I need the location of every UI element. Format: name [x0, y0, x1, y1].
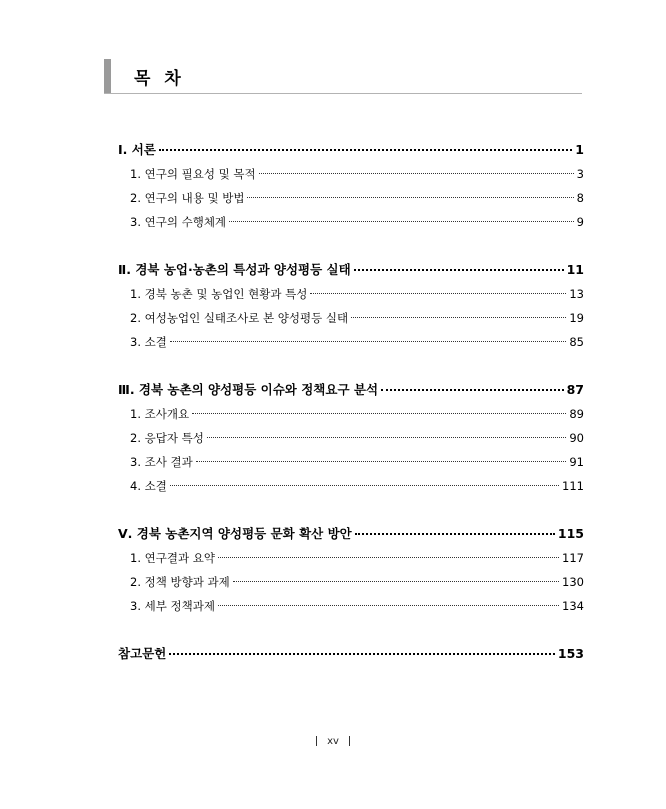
chapter-page-number: 1: [575, 142, 584, 157]
subsection-title: 1. 연구의 필요성 및 목적: [130, 167, 256, 181]
toc-subsection-entry[interactable]: [118, 546, 584, 570]
subsection-title: 4. 소결: [130, 479, 167, 493]
toc-title-block: [104, 59, 582, 94]
toc-chapter-entry[interactable]: [118, 138, 584, 162]
dot-leader: [233, 581, 559, 582]
subsection-title: 3. 연구의 수행체계: [130, 215, 227, 229]
subsection-title: 1. 조사개요: [130, 407, 190, 421]
dot-leader: [170, 485, 559, 486]
subsection-page-number: 9: [576, 215, 584, 229]
dot-leader: [354, 269, 564, 271]
dot-leader: [355, 533, 555, 535]
dot-leader: [218, 605, 559, 606]
dot-leader: [169, 653, 555, 655]
subsection-page-number: 130: [562, 575, 584, 589]
toc-subsection-entry[interactable]: [118, 426, 584, 450]
toc-subsection-entry[interactable]: [118, 474, 584, 498]
dot-leader: [259, 173, 574, 174]
dot-leader: [247, 197, 573, 198]
footer-divider-right: [349, 736, 350, 746]
toc-subsection-entry[interactable]: [118, 282, 584, 306]
dot-leader: [207, 437, 567, 438]
subsection-page-number: 3: [576, 167, 584, 181]
dot-leader: [170, 341, 567, 342]
chapter-page-number: 87: [566, 382, 584, 397]
chapter-title: Ⅰ. 서론: [118, 142, 156, 157]
subsection-title: 1. 경북 농촌 및 농업인 현황과 특성: [130, 287, 308, 301]
subsection-page-number: 134: [562, 599, 584, 613]
toc-subsection-entry[interactable]: [118, 594, 584, 618]
subsection-page-number: 90: [569, 431, 584, 445]
toc-section: [118, 522, 584, 618]
table-of-contents: [118, 138, 584, 690]
subsection-title: 2. 정책 방향과 과제: [130, 575, 230, 589]
subsection-page-number: 13: [569, 287, 584, 301]
toc-chapter-entry[interactable]: [118, 522, 584, 546]
toc-subsection-entry[interactable]: [118, 450, 584, 474]
footer-page-number: xv: [327, 736, 339, 747]
chapter-page-number: 153: [557, 646, 584, 661]
dot-leader: [196, 461, 567, 462]
dot-leader: [218, 557, 559, 558]
subsection-title: 3. 조사 결과: [130, 455, 193, 469]
chapter-title: Ⅴ. 경북 농촌지역 양성평등 문화 확산 방안: [118, 526, 352, 541]
dot-leader: [229, 221, 574, 222]
subsection-page-number: 111: [562, 479, 584, 493]
dot-leader: [381, 389, 564, 391]
toc-subsection-entry[interactable]: [118, 330, 584, 354]
toc-chapter-entry[interactable]: [118, 642, 584, 666]
toc-subsection-entry[interactable]: [118, 402, 584, 426]
chapter-page-number: 11: [566, 262, 584, 277]
subsection-title: 3. 세부 정책과제: [130, 599, 215, 613]
subsection-title: 2. 연구의 내용 및 방법: [130, 191, 245, 205]
toc-section: [118, 378, 584, 498]
toc-subsection-entry[interactable]: [118, 186, 584, 210]
toc-chapter-entry[interactable]: [118, 258, 584, 282]
subsection-page-number: 19: [569, 311, 584, 325]
dot-leader: [351, 317, 566, 318]
chapter-title: Ⅲ. 경북 농촌의 양성평등 이슈와 정책요구 분석: [118, 382, 379, 397]
subsection-page-number: 85: [569, 335, 584, 349]
toc-subsection-entry[interactable]: [118, 570, 584, 594]
footer-divider-left: [316, 736, 317, 746]
title-accent-bar: [104, 59, 111, 93]
subsection-title: 1. 연구결과 요약: [130, 551, 215, 565]
subsection-page-number: 117: [562, 551, 584, 565]
page-title: 목 차: [134, 69, 185, 89]
subsection-title: 2. 여성농업인 실태조사로 본 양성평등 실태: [130, 311, 349, 325]
page-footer: [0, 736, 666, 747]
subsection-page-number: 91: [569, 455, 584, 469]
toc-section: [118, 642, 584, 666]
chapter-title: 참고문헌: [118, 646, 167, 661]
chapter-title: Ⅱ. 경북 농업·농촌의 특성과 양성평등 실태: [118, 262, 351, 277]
toc-chapter-entry[interactable]: [118, 378, 584, 402]
toc-section: [118, 258, 584, 354]
subsection-page-number: 89: [569, 407, 584, 421]
toc-subsection-entry[interactable]: [118, 162, 584, 186]
dot-leader: [159, 149, 572, 151]
dot-leader: [192, 413, 566, 414]
toc-section: [118, 138, 584, 234]
toc-subsection-entry[interactable]: [118, 210, 584, 234]
subsection-title: 2. 응답자 특성: [130, 431, 204, 445]
toc-subsection-entry[interactable]: [118, 306, 584, 330]
dot-leader: [310, 293, 566, 294]
subsection-page-number: 8: [576, 191, 584, 205]
chapter-page-number: 115: [557, 526, 584, 541]
subsection-title: 3. 소결: [130, 335, 167, 349]
